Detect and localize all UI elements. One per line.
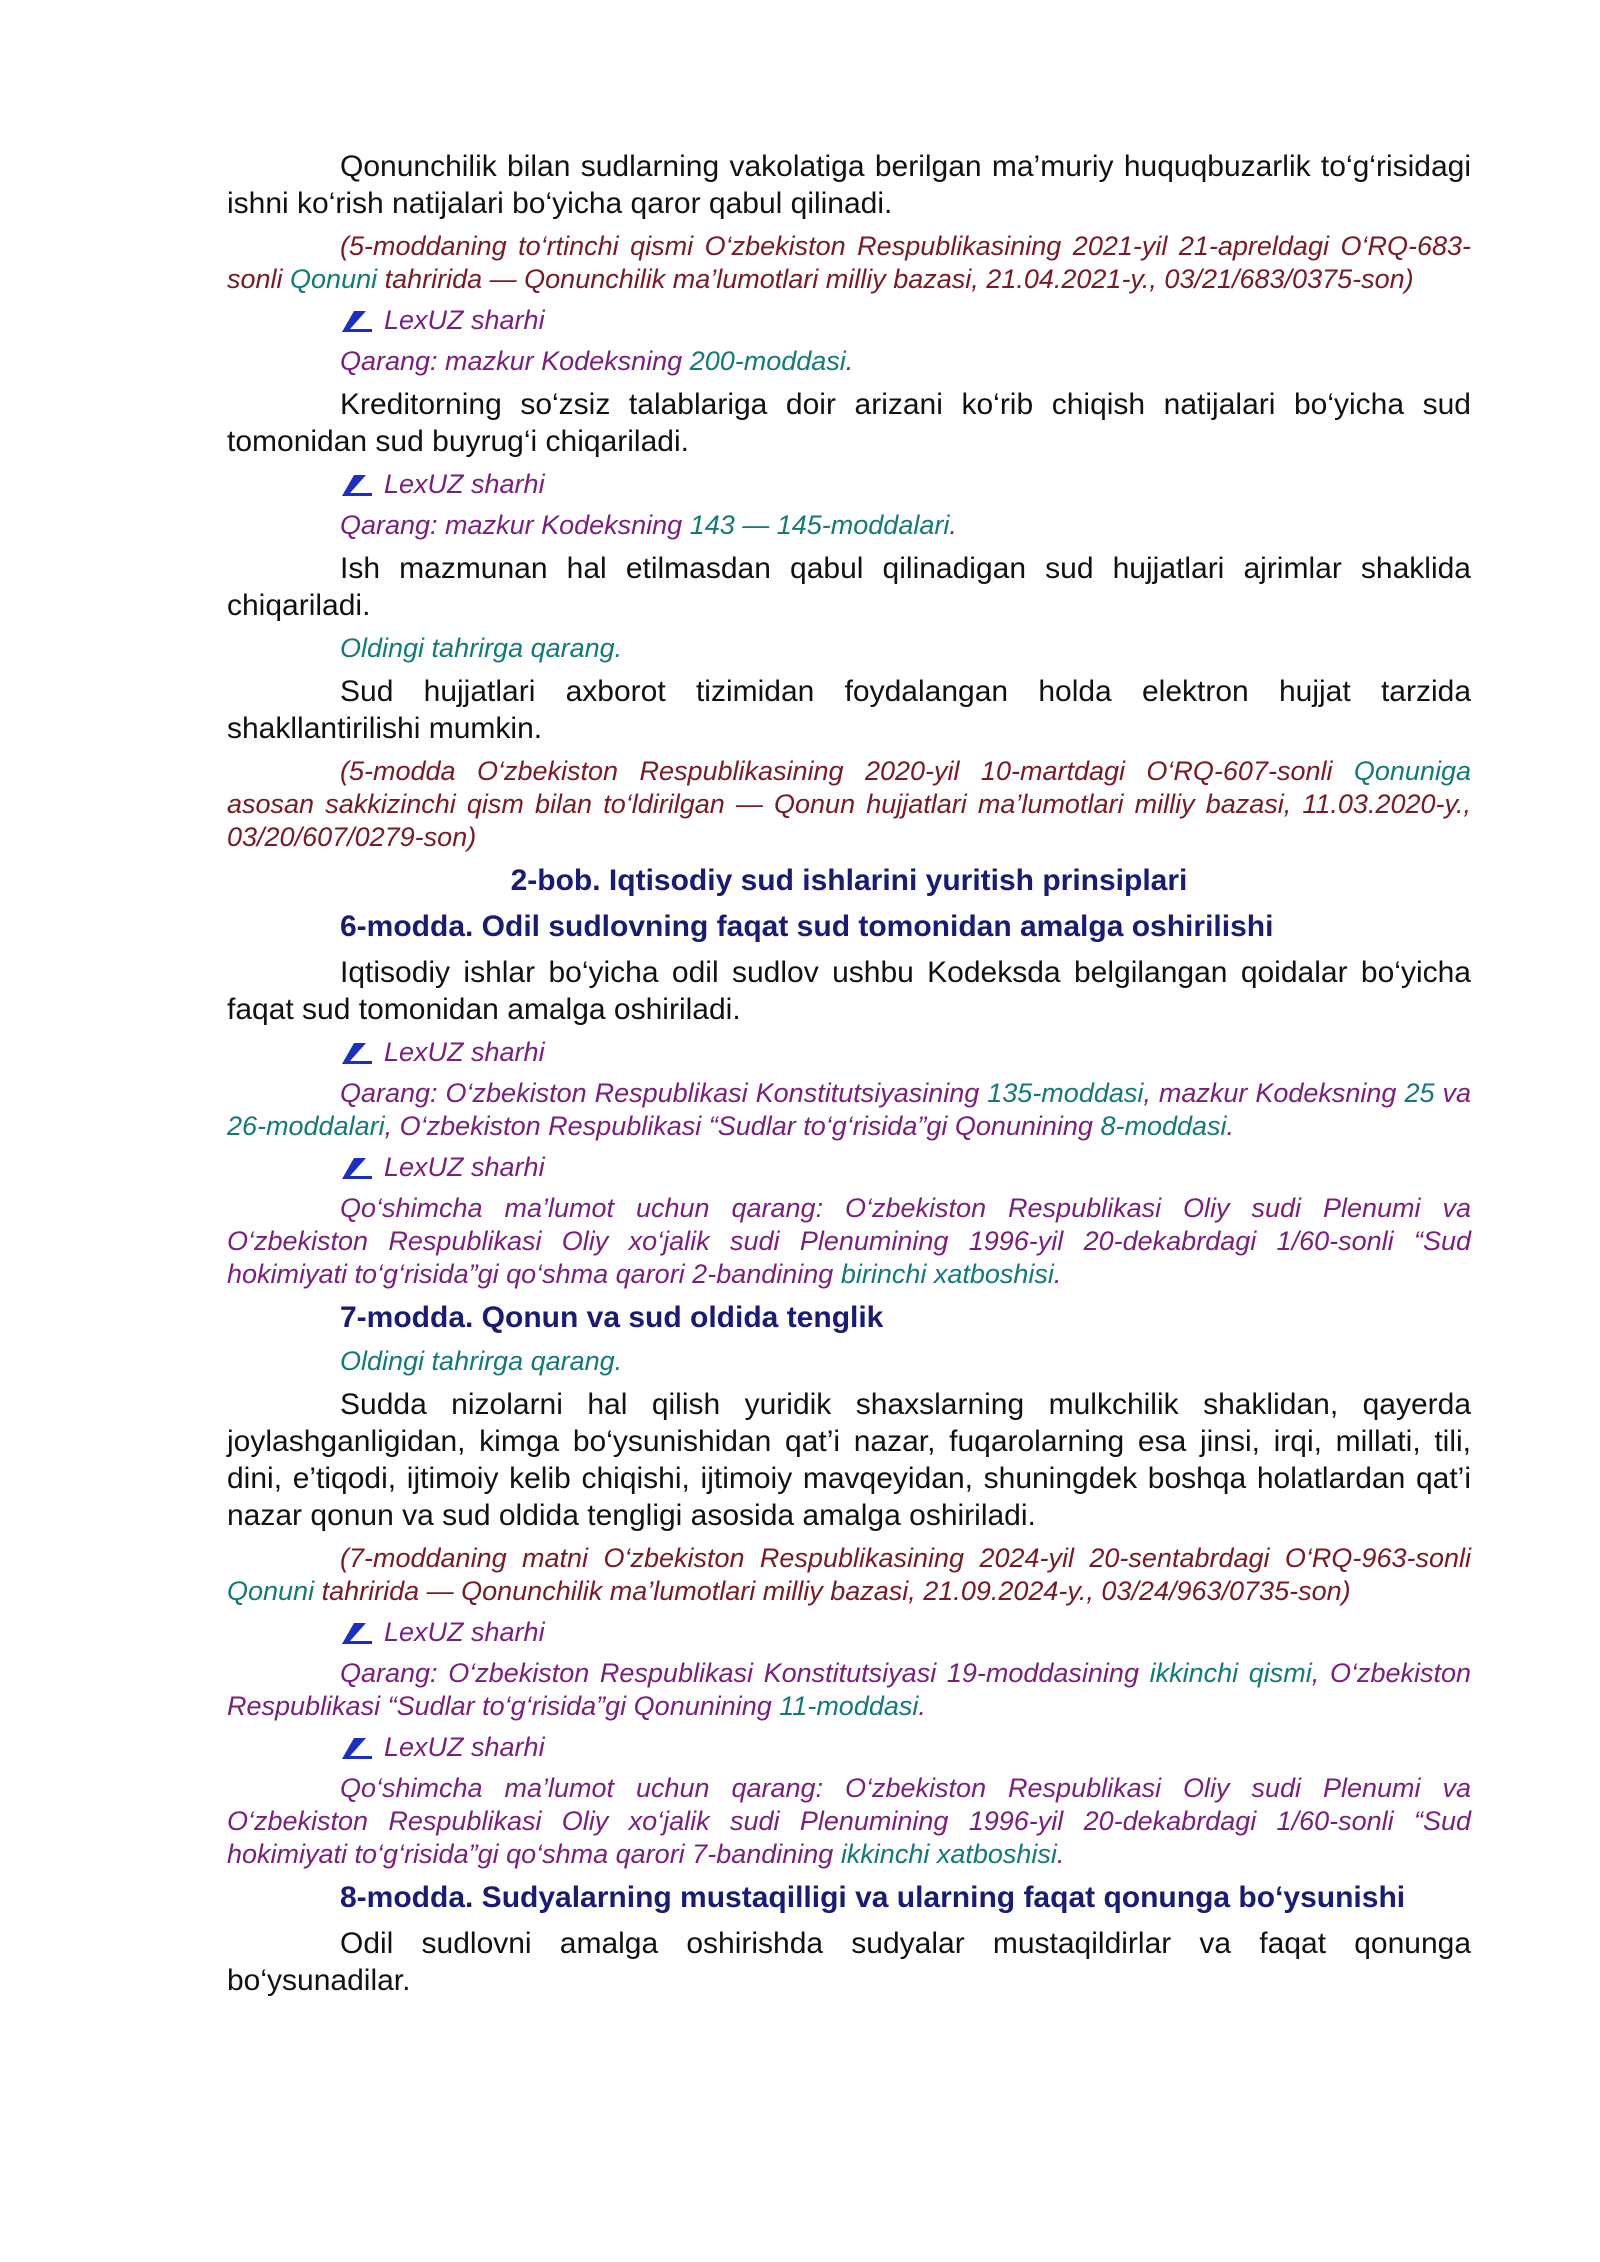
note-text: (7-moddaning matni O‘zbekiston Respublikasining 2024-yil 20-sentabrdagi O‘RQ-963-sonli: [340, 1543, 1471, 1573]
article-link[interactable]: 143 — 145-moddalari: [689, 510, 950, 540]
see-text: Qarang: mazkur Kodeksning: [340, 510, 690, 540]
see-text: .: [949, 510, 957, 540]
lexuz-label: LexUZ sharhi: [384, 1732, 545, 1762]
lexuz-label: LexUZ sharhi: [384, 1617, 545, 1647]
see-text: , O‘zbekiston Respublikasi “Sudlar to‘g‘risida”gi Qonunining: [384, 1111, 1101, 1141]
article-link[interactable]: 25: [1404, 1078, 1435, 1108]
article-link[interactable]: 135-moddasi: [987, 1078, 1144, 1108]
see-text: , mazkur Kodeksning: [1143, 1078, 1405, 1108]
article-link[interactable]: 200-moddasi: [689, 346, 846, 376]
lexuz-label: LexUZ sharhi: [384, 1037, 545, 1067]
law-link[interactable]: Qonuni: [227, 1576, 315, 1606]
note-text: asosan sakkizinchi qism bilan to‘ldirilgan — Qonun hujjatlari ma’lumotlari milliy bazasi, 11.03.2020-y., 03/20/607/0279-son): [227, 789, 1471, 852]
article-link[interactable]: 11-moddasi: [779, 1691, 919, 1721]
lexuz-comment-icon: [340, 473, 374, 497]
see-text: Qarang: O‘zbekiston Respublikasi Konstitutsiyasining: [340, 1078, 988, 1108]
see-text: .: [845, 346, 854, 376]
see-text: va: [1434, 1078, 1471, 1108]
previous-edition-link[interactable]: Oldingi tahrirga qarang.: [340, 633, 623, 663]
lexuz-comment-icon: [340, 1156, 374, 1180]
lexuz-label: LexUZ sharhi: [384, 1152, 545, 1182]
article-title: 8-modda. Sudyalarning mustaqilligi va ularning faqat qonunga bo‘ysunishi: [340, 1881, 1406, 1914]
see-text: .: [1056, 1839, 1065, 1869]
see-also: [227, 1192, 1471, 1291]
paragraph: Qonunchilik bilan sudlarning vakolatiga berilgan ma’muriy huquqbuzarlik to‘g‘risidagi ishni ko‘rish natijalari bo‘yicha qaror qabul qilinadi.: [227, 150, 1471, 220]
see-also: [227, 345, 1471, 378]
note-text: (5-moddaning to‘rtinchi qismi O‘zbekiston Respublikasining 2021-yil 21-apreldagi O‘RQ-683-sonli: [227, 231, 1471, 294]
see-text: .: [1226, 1111, 1235, 1141]
paragraph-link[interactable]: birinchi xatboshisi: [840, 1259, 1054, 1289]
lexuz-comment[interactable]: [340, 1731, 1471, 1764]
lexuz-comment[interactable]: [340, 1036, 1471, 1069]
lexuz-comment[interactable]: [340, 1616, 1471, 1649]
paragraph-link[interactable]: ikkinchi xatboshisi: [840, 1839, 1057, 1869]
paragraph: Odil sudlovni amalga oshirishda sudyalar mustaqildirlar va faqat qonunga bo‘ysunadilar.: [227, 1927, 1471, 1997]
lexuz-comment-icon: [340, 1621, 374, 1645]
note-text: tahririda — Qonunchilik ma’lumotlari milliy bazasi, 21.04.2021-y., 03/21/683/0375-son): [377, 264, 1414, 294]
law-link[interactable]: Qonuniga: [1353, 756, 1471, 786]
previous-edition-link[interactable]: Oldingi tahrirga qarang.: [340, 1346, 623, 1376]
see-text: Qarang: O‘zbekiston Respublikasi Konstitutsiyasi 19-moddasining: [340, 1658, 1150, 1688]
amendment-note: [227, 230, 1471, 296]
lexuz-comment-icon: [340, 1736, 374, 1760]
see-text: Qo‘shimcha ma’lumot uchun qarang: O‘zbekiston Respublikasi Oliy sudi Plenumi va O‘zbekiston Respublikasi Oliy xo‘jalik sudi Plenumining 1996-yil 20-dekabrdagi 1/60-sonli “Sud hokimiyati to‘g‘risida”gi qo‘shma qarori 2-bandining: [227, 1193, 1471, 1289]
lexuz-comment-icon: [340, 1041, 374, 1065]
chapter-title: 2-bob. Iqtisodiy sud ishlarini yuritish prinsiplari: [510, 864, 1188, 897]
see-text: , O‘zbekiston Respublikasi “Sudlar to‘g‘risida”gi Qonunining: [227, 1658, 1472, 1721]
paragraph: Sud hujjatlari axborot tizimidan foydalangan holda elektron hujjat tarzida shakllantirilishi mumkin.: [227, 675, 1471, 745]
article-link[interactable]: 26-moddalari: [227, 1111, 385, 1141]
article-link[interactable]: 8-moddasi: [1100, 1111, 1227, 1141]
see-text: Qarang: mazkur Kodeksning: [340, 346, 690, 376]
lexuz-comment[interactable]: [340, 468, 1471, 501]
article-title: 7-modda. Qonun va sud oldida tenglik: [340, 1301, 884, 1334]
lexuz-comment[interactable]: [340, 304, 1471, 337]
note-text: (5-modda O‘zbekiston Respublikasining 2020-yil 10-martdagi O‘RQ-607-sonli: [340, 756, 1354, 786]
note-text: tahririda — Qonunchilik ma’lumotlari milliy bazasi, 21.09.2024-y., 03/24/963/0735-son): [314, 1576, 1351, 1606]
lexuz-comment[interactable]: [340, 1151, 1471, 1184]
see-also: [227, 1077, 1471, 1143]
article-title: 6-modda. Odil sudlovning faqat sud tomonidan amalga oshirilishi: [340, 910, 1274, 943]
document-page: [227, 148, 1471, 2007]
paragraph: Ish mazmunan hal etilmasdan qabul qilinadigan sud hujjatlari ajrimlar shaklida chiqariladi.: [227, 552, 1471, 622]
paragraph: Sudda nizolarni hal qilish yuridik shaxslarning mulkchilik shaklidan, qayerda joylashganligidan, kimga bo‘ysunishidan qat’i nazar, fuqarolarning esa jinsi, irqi, millati, tili, dini, e’tiqodi, ijtimoiy kelib chiqishi, ijtimoiy mavqeyidan, shuningdek boshqa holatlardan qat’i nazar qonun va sud oldida tengligi asosida amalga oshiriladi.: [227, 1388, 1471, 1532]
amendment-note: [227, 755, 1471, 854]
lexuz-label: LexUZ sharhi: [384, 469, 545, 499]
article-link[interactable]: ikkinchi qismi: [1149, 1658, 1312, 1688]
see-text: .: [1053, 1259, 1062, 1289]
paragraph: Iqtisodiy ishlar bo‘yicha odil sudlov ushbu Kodeksda belgilangan qoidalar bo‘yicha faqat sud tomonidan amalga oshiriladi.: [227, 956, 1471, 1026]
paragraph: Kreditorning so‘zsiz talablariga doir arizani ko‘rib chiqish natijalari bo‘yicha sud tomonidan sud buyrug‘i chiqariladi.: [227, 388, 1471, 458]
see-also: [227, 509, 1471, 542]
see-text: Qo‘shimcha ma’lumot uchun qarang: O‘zbekiston Respublikasi Oliy sudi Plenumi va O‘zbekiston Respublikasi Oliy xo‘jalik sudi Plenumining 1996-yil 20-dekabrdagi 1/60-sonli “Sud hokimiyati to‘g‘risida”gi qo‘shma qarori 7-bandining: [227, 1773, 1471, 1869]
lexuz-label: LexUZ sharhi: [384, 305, 545, 335]
see-also: [227, 1657, 1471, 1723]
lexuz-comment-icon: [340, 309, 374, 333]
law-link[interactable]: Qonuni: [290, 264, 378, 294]
see-also: [227, 1772, 1471, 1871]
amendment-note: [227, 1542, 1471, 1608]
see-text: .: [918, 1691, 926, 1721]
